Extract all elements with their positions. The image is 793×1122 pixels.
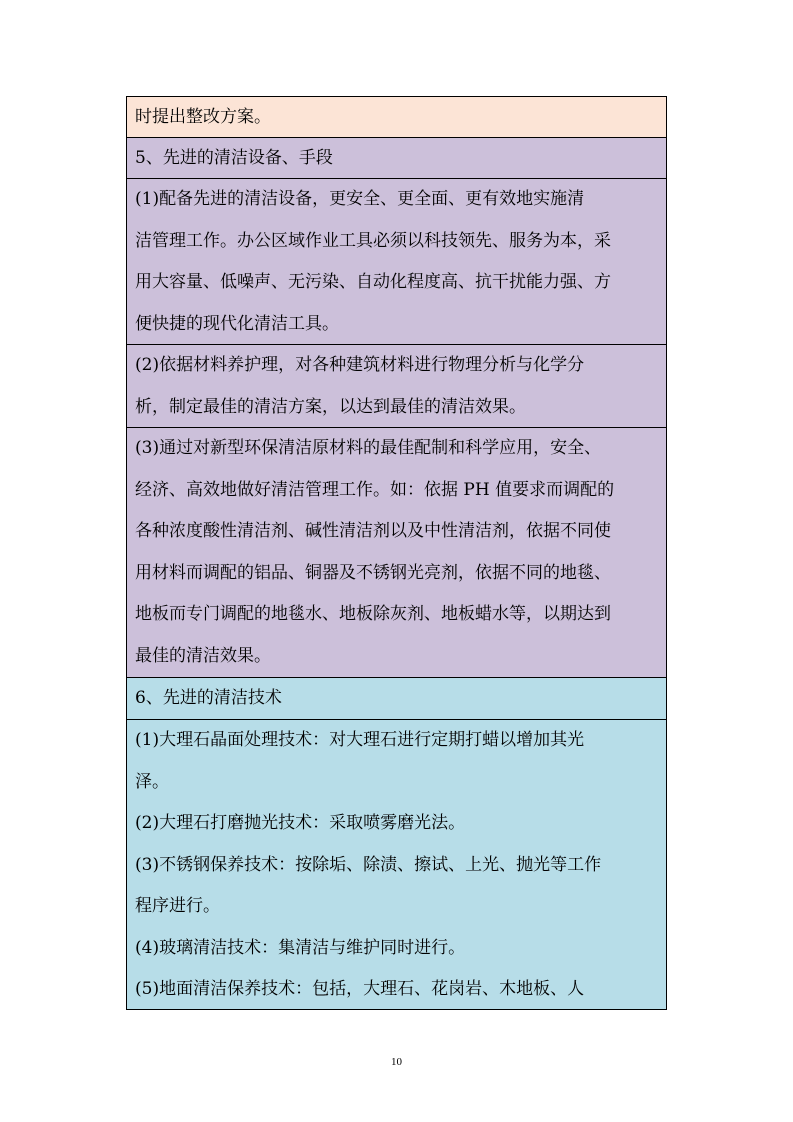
table-row-5-1	[126, 179, 667, 345]
section-5-heading: 5、先进的清洁设备、手段	[135, 148, 333, 168]
section-5-heading-row	[126, 138, 667, 179]
table-cell-text: (1)大理石晶面处理技术：对大理石进行定期打蜡以增加其光	[135, 730, 585, 750]
table-row-5-3	[126, 428, 667, 678]
section-6-heading-row	[126, 678, 667, 720]
table-row-5-2	[126, 345, 667, 428]
table-cell-text: (2)大理石打磨抛光技术：采取喷雾磨光法。	[135, 813, 466, 833]
table-cell-text: 便快捷的现代化清洁工具。	[135, 313, 339, 334]
table-cell-text: (5)地面清洁保养技术：包括，大理石、花岗岩、木地板、人	[135, 979, 585, 999]
table-cell-text: (1)配备先进的清洁设备，更安全、更全面、更有效地实施清	[135, 189, 585, 209]
table-cell-text: (4)玻璃清洁技术：集清洁与维护同时进行。	[135, 937, 466, 958]
table-cell-text: 程序进行。	[135, 896, 220, 916]
table-cell-text: 经济、高效地做好清洁管理工作。如：依据 PH 值要求而调配的	[135, 479, 615, 500]
table-cell-text: (2)依据材料养护理，对各种建筑材料进行物理分析与化学分	[135, 355, 585, 375]
table-cell-text: 最佳的清洁效果。	[135, 645, 271, 666]
table-cell-text: 用材料而调配的铝品、铜器及不锈钢光亮剂，依据不同的地毯、	[135, 562, 611, 583]
table-cell-text: 各种浓度酸性清洁剂、碱性清洁剂以及中性清洁剂，依据不同使	[135, 521, 611, 541]
table-cell-text: (3)通过对新型环保清洁原材料的最佳配制和科学应用，安全、	[135, 438, 602, 458]
table-cell-text: 地板而专门调配的地毯水、地板除灰剂、地板蜡水等，以期达到	[135, 604, 611, 624]
table-cell-text: 泽。	[135, 771, 169, 792]
page-number: 10	[391, 1056, 402, 1068]
table-cell-text: 用大容量、低噪声、无污染、自动化程度高、抗干扰能力强、方	[135, 272, 611, 292]
table-cell-text: (3)不锈钢保养技术：按除垢、除渍、擦试、上光、抛光等工作	[135, 854, 602, 875]
table-row-continuation	[126, 96, 667, 138]
table-cell-text: 洁管理工作。办公区域作业工具必须以科技领先、服务为本，采	[135, 230, 611, 251]
table-row-6-items	[126, 720, 667, 1010]
table-cell-text: 析，制定最佳的清洁方案，以达到最佳的清洁效果。	[135, 396, 526, 417]
section-6-heading: 6、先进的清洁技术	[135, 688, 282, 708]
table-cell-text: 时提出整改方案。	[135, 107, 271, 127]
content-table	[126, 96, 667, 1010]
